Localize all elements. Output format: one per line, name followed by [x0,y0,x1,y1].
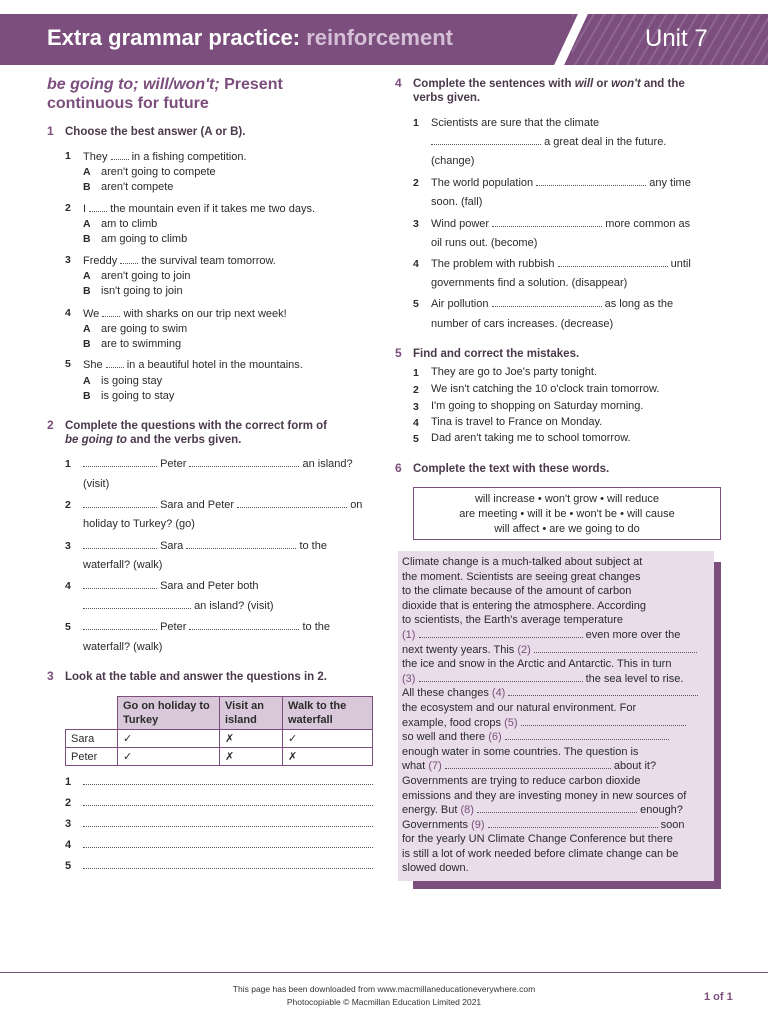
answer-blank[interactable] [83,456,157,467]
item-text: I the mountain even if it takes me two days. [83,203,316,215]
option-a[interactable]: A is going stay [83,375,163,387]
page-title [47,25,453,51]
exercise-5-number: 5 [395,346,402,360]
item-text: Freddy the survival team tomorrow. [83,255,276,267]
table-row [66,730,373,748]
answer-blank[interactable] [492,216,602,227]
answer-blank[interactable] [102,306,120,317]
answer-blank[interactable] [186,538,296,549]
table-cell-name: Peter [66,748,118,766]
answer-blank[interactable] [106,357,124,368]
gap-1[interactable] [419,628,583,638]
item-number: 3 [413,218,419,230]
footer-copyright: Photocopiable © Macmillan Education Limited 2021 [286,997,482,1007]
table-header: Visit an island [220,697,283,730]
item-number: 2 [65,499,71,511]
item-number: 5 [65,621,71,633]
item-number: 2 [413,177,419,189]
table-corner [66,697,118,730]
option-b[interactable]: B is going to stay [83,390,175,402]
table-cell: ✗ [220,748,283,766]
option-a[interactable]: A are going to swim [83,323,188,335]
table-header-row [66,697,373,730]
footer-source: This page has been downloaded from www.macmillaneducationeverywhere.com [232,984,536,994]
item-line2: waterfall? (walk) [83,641,163,653]
exercise-4-instruction: Complete the sentences with will or won't and the verbs given. [413,78,685,104]
page-number: 1 of 1 [704,991,733,1003]
item-number: 4 [413,258,419,270]
table-header: Walk to the waterfall [283,697,373,730]
item-number: 5 [413,433,419,445]
table-cell: ✗ [220,730,283,748]
table-header: Go on holiday to Turkey [118,697,220,730]
item-text: They in a fishing competition. [83,151,247,163]
answer-line[interactable] [83,795,373,806]
option-a[interactable]: A am to climb [83,218,158,230]
word-bank-line: are meeting • will it be • won't be • will cause [459,508,675,520]
answer-blank[interactable] [120,253,138,264]
item-number: 3 [65,254,71,266]
exercise-3-number: 3 [47,669,54,683]
gap-8[interactable] [477,803,637,813]
mistake-sentence: We isn't catching the 10 o'clock train tomorrow. [431,383,660,395]
option-a[interactable]: A aren't going to compete [83,166,216,178]
unit-label: Unit 7 [645,25,708,52]
item-number: 1 [413,117,419,129]
table-cell: ✓ [118,748,220,766]
option-b[interactable]: B isn't going to join [83,285,183,297]
table-cell: ✗ [283,748,373,766]
mistake-sentence: I'm going to shopping on Saturday morning. [431,400,644,412]
gap-fill-text: Climate change is a much-talked about subject at the moment. Scientists are seeing great changes to the climate because of the amount of carbon dioxide that is entering the atmosphere. According to scientists, the Earth's average temperature (1) even more over the next twenty years. This (2) the ice and snow in the Arctic and Antarctic. This in turn (3) the sea level to rise. All these changes (4) the ecosystem and our natural environment. For example, food crops (5) so well and there (6) enough water in some countries. The question is what (7) about it? Governments are trying to reduce carbon dioxide emissions and they are investing money in new sources of energy. But (8) enough? Governments (9) soon for the yearly UN Climate Change Conference but there is still a lot of work needed before climate change can be slowed down. [398,551,714,881]
exercise-1-instruction: Choose the best answer (A or B). [65,126,246,138]
section-title [47,75,283,113]
table-cell: ✓ [118,730,220,748]
item-text: Scientists are sure that the climate [431,117,600,129]
option-a[interactable]: A aren't going to join [83,270,191,282]
item-number: 5 [413,298,419,310]
item-number: 1 [65,150,71,162]
mistake-sentence: They are go to Joe's party tonight. [431,366,597,378]
gap-4[interactable] [508,686,698,696]
mistake-sentence: Tina is travel to France on Monday. [431,416,603,428]
item-number: 4 [65,307,71,319]
title-accent: reinforcement [306,25,453,50]
table-row [66,748,373,766]
item-text: She in a beautiful hotel in the mountains. [83,359,303,371]
header-banner [0,14,768,65]
answer-blank[interactable] [536,175,646,186]
item-line2: governments find a solution. (disappear) [431,277,628,289]
answer-blank[interactable] [83,497,157,508]
item-line2: oil runs out. (become) [431,237,538,249]
item-line2: number of cars increases. (decrease) [431,318,614,330]
answer-blank[interactable] [89,201,107,212]
item-number: 1 [65,458,71,470]
item-number: 2 [65,202,71,214]
answer-line[interactable] [83,816,373,827]
item-line2: soon. (fall) [431,196,483,208]
exercise-2-number: 2 [47,418,54,432]
exercise-4-number: 4 [395,76,402,90]
gap-3[interactable] [419,672,583,682]
item-number: 4 [65,580,71,592]
title-main: Extra grammar practice: [47,25,301,50]
answer-blank[interactable] [189,456,299,467]
answer-blank[interactable] [492,296,602,307]
exercise-6-instruction: Complete the text with these words. [413,463,610,475]
section-title-italic: be going to; will/won't; [47,76,220,93]
item-number: 2 [413,384,419,396]
item-line2: (visit) [83,478,110,490]
word-bank-line: will increase • won't grow • will reduce [474,493,660,505]
word-bank-line: will affect • are we going to do [494,523,640,535]
answer-blank[interactable] [83,538,157,549]
exercise-5-instruction: Find and correct the mistakes. [413,348,580,360]
answer-blank[interactable] [189,619,299,630]
item-number: 5 [65,358,71,370]
answer-blank[interactable] [83,619,157,630]
exercise-1-number: 1 [47,124,54,138]
section-title-rest: Present [219,76,283,93]
section-title-line2: continuous for future [47,95,209,112]
item-line2: waterfall? (walk) [83,559,163,571]
answer-line[interactable] [83,837,373,848]
answer-blank[interactable] [431,134,541,145]
exercise-6-number: 6 [395,461,402,475]
item-number: 3 [413,401,419,413]
item-line2: holiday to Turkey? (go) [83,518,195,530]
answer-line[interactable] [83,774,373,785]
mistake-sentence: Dad aren't taking me to school tomorrow. [431,432,631,444]
option-b[interactable]: B aren't compete [83,181,174,193]
item-number: 3 [65,540,71,552]
option-b[interactable]: B are to swimming [83,338,182,350]
footer-rule [0,972,768,973]
table-cell: ✓ [283,730,373,748]
gap-5[interactable] [521,716,686,726]
answer-blank[interactable] [83,598,191,609]
answer-blank[interactable] [237,497,347,508]
exercise-3-instruction: Look at the table and answer the questions in 2. [65,671,327,683]
item-number: 4 [413,417,419,429]
answer-blank[interactable] [83,578,157,589]
comparison-table [65,696,373,766]
exercise-2-instruction: Complete the questions with the correct form of be going to and the verbs given. [65,420,327,446]
answer-blank[interactable] [111,149,129,160]
option-b[interactable]: B am going to climb [83,233,188,245]
table-cell-name: Sara [66,730,118,748]
gap-9[interactable] [488,818,658,828]
answer-line[interactable] [83,858,373,869]
gap-7[interactable] [445,759,611,769]
item-number: 1 [413,367,419,379]
word-bank [413,487,721,540]
item-line3: (change) [431,155,475,167]
answer-blank[interactable] [558,256,668,267]
gap-6[interactable] [505,730,669,740]
gap-2[interactable] [534,643,697,653]
item-text: We with sharks on our trip next week! [83,308,287,320]
